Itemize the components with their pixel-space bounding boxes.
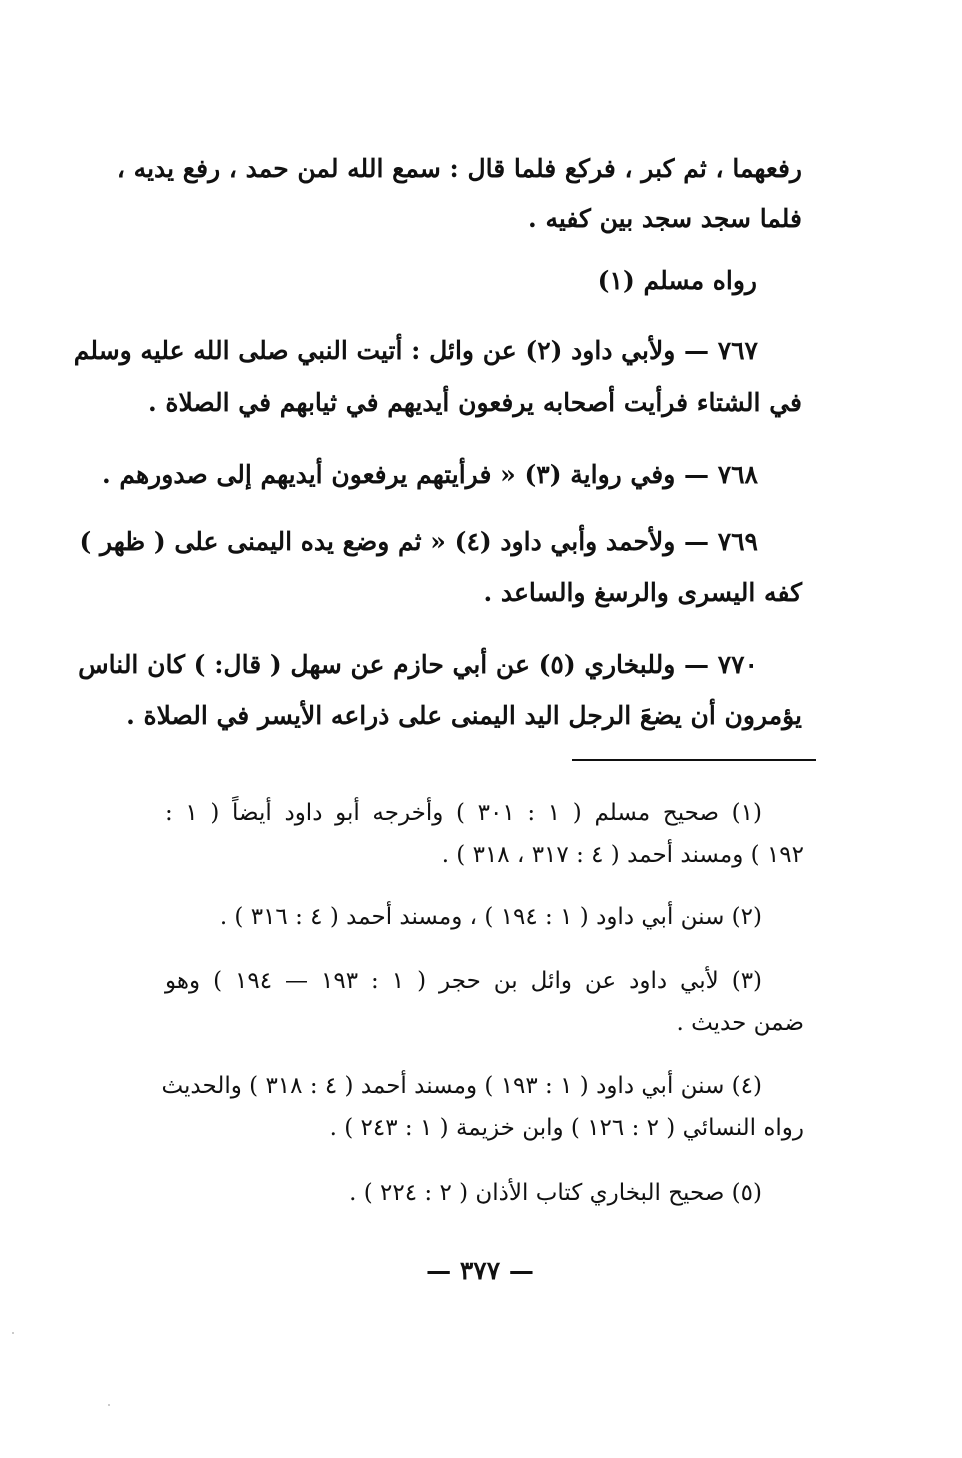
hadith-767-line: في الشتاء فرأيت أصحابه يرفعون أيديهم في ثيابهم في الصلاة . [147,388,802,417]
text-line: رواه مسلم (١) [597,266,757,295]
footnote-line: ضمن حديث . [676,1010,804,1036]
footnote-separator [572,759,816,761]
hadith-770-line: ٧٧٠ — وللبخاري (٥) عن أبي حازم عن سهل ( قال: ) كان الناس [78,650,758,679]
footnote-line: ١٩٢ ) ومسند أحمد ( ٤ : ٣١٧ ، ٣١٨ ) . [441,842,804,868]
hadith-768-line: ٧٦٨ — وفي رواية (٣) « فرأيتهم يرفعون أيديهم إلى صدورهم . [101,460,758,489]
footnote-line: (٣) لأبي داود عن وائل بن حجر ( ١ : ١٩٣ — ١٩٤ ) وهو [165,968,763,994]
hadith-767-line: ٧٦٧ — ولأبي داود (٢) عن وائل : أتيت النبي صلى الله عليه وسلم [73,336,758,365]
footnote-line: (٤) سنن أبي داود ( ١ : ١٩٣ ) ومسند أحمد ( ٤ : ٣١٨ ) والحديث [161,1073,762,1099]
page-number: — ٣٧٧ — [426,1256,534,1285]
text-line: رفعهما ، ثم كبر ، فركع فلما قال : سمع الله لمن حمد ، رفع يديه ، [116,154,802,183]
footnote-line: رواه النسائي ( ٢ : ١٢٦ ) وابن خزيمة ( ١ : ٢٤٣ ) . [329,1115,804,1141]
text-line: فلما سجد سجد بين كفيه . [528,204,802,233]
scan-speck [12,1332,14,1334]
hadith-769-line: ٧٦٩ — ولأحمد وأبي داود (٤) « ثم وضع يده اليمنى على ( ظهر ) [79,527,758,556]
scan-speck [108,1404,110,1406]
hadith-770-line: يؤمرون أن يضعَ الرجل اليد اليمنى على ذراعه الأيسر في الصلاة . [126,701,802,730]
footnote-line: (٢) سنن أبي داود ( ١ : ١٩٤ ) ، ومسند أحمد ( ٤ : ٣١٦ ) . [219,904,762,930]
footnote-line: (٥) صحيح البخاري كتاب الأذان ( ٢ : ٢٢٤ ) . [349,1180,762,1206]
hadith-769-line: كفه اليسرى والرسغ والساعد . [483,578,802,607]
footnote-line: (١) صحيح مسلم ( ١ : ٣٠١ ) وأخرجه أبو داود أيضاً ( ١ : [165,800,762,826]
